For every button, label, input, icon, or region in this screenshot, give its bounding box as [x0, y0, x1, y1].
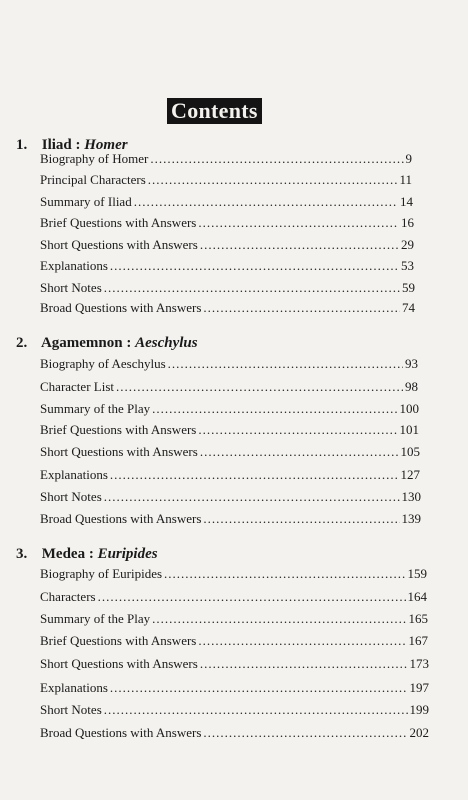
- page-number: 98: [405, 379, 418, 394]
- toc-entry: [40, 656, 429, 672]
- entry-label: Short Notes: [40, 702, 102, 717]
- dot-leader: [203, 511, 399, 527]
- dot-leader: [200, 444, 399, 460]
- toc-entry: [40, 611, 428, 627]
- section-author: Euripides: [97, 546, 158, 562]
- entry-label: Short Questions with Answers: [40, 237, 198, 252]
- toc-entry: [40, 401, 419, 417]
- page-number: 11: [399, 172, 412, 187]
- section-number: 3.: [16, 546, 28, 562]
- toc-entry: [40, 725, 429, 741]
- page-number: 74: [402, 300, 415, 315]
- page-number: 199: [409, 702, 429, 717]
- entry-label: Biography of Euripides: [40, 566, 163, 581]
- page-number: 165: [408, 611, 428, 626]
- entry-label: Explanations: [40, 467, 108, 482]
- entry-label: Short Questions with Answers: [40, 656, 198, 671]
- entry-label: Brief Questions with Answers: [40, 422, 197, 437]
- entry-label: Short Notes: [40, 280, 102, 295]
- dot-leader: [203, 300, 400, 316]
- dot-leader: [152, 401, 397, 417]
- dot-leader: [203, 725, 407, 741]
- page-number: 29: [401, 237, 414, 252]
- page-number: 130: [401, 489, 421, 504]
- page-number: 93: [405, 356, 418, 371]
- page-number: 101: [399, 422, 419, 437]
- entry-label: Brief Questions with Answers: [40, 633, 197, 648]
- dot-leader: [150, 151, 403, 167]
- page-number: 202: [409, 725, 429, 740]
- entry-label: Summary of the Play: [40, 401, 151, 416]
- page-number: 14: [400, 194, 413, 209]
- dot-leader: [152, 611, 406, 627]
- entry-label: Broad Questions with Answers: [40, 300, 202, 315]
- section-work: Agamemnon :: [40, 335, 132, 351]
- dot-leader: [110, 680, 408, 696]
- entry-label: Short Notes: [40, 489, 102, 504]
- dot-leader: [148, 172, 398, 188]
- entry-label: Characters: [40, 589, 96, 604]
- toc-entry: [40, 489, 421, 505]
- toc-entry: [40, 151, 412, 167]
- entry-label: Principal Characters: [40, 172, 146, 187]
- page-number: 197: [409, 680, 429, 695]
- page-number: 127: [400, 467, 420, 482]
- toc-entry: [40, 511, 421, 527]
- dot-leader: [116, 379, 403, 395]
- dot-leader: [198, 422, 397, 438]
- toc-entry: [40, 702, 429, 718]
- toc-entry: [40, 680, 429, 696]
- section-work: Iliad :: [41, 137, 81, 153]
- entry-label: Biography of Homer: [40, 151, 149, 166]
- section-heading-agamemnon: [16, 334, 198, 352]
- entry-label: Summary of the Play: [40, 611, 151, 626]
- entry-label: Summary of Iliad: [40, 194, 132, 209]
- dot-leader: [110, 467, 399, 483]
- dot-leader: [104, 489, 400, 505]
- toc-entry: [40, 589, 427, 605]
- entry-label: Broad Questions with Answers: [40, 511, 202, 526]
- dot-leader: [168, 356, 403, 372]
- dot-leader: [198, 633, 406, 649]
- toc-entry: [40, 237, 414, 253]
- dot-leader: [164, 566, 405, 582]
- toc-entry: [40, 356, 418, 372]
- page-number: 159: [407, 566, 427, 581]
- section-number: 1.: [16, 137, 28, 153]
- section-author: Homer: [84, 137, 128, 153]
- toc-entry: [40, 379, 418, 395]
- toc-entry: [40, 467, 420, 483]
- page-number: 139: [401, 511, 421, 526]
- page-number: 105: [400, 444, 420, 459]
- page-number: 173: [409, 656, 429, 671]
- toc-entry: [40, 194, 413, 210]
- page-number: 100: [399, 401, 419, 416]
- dot-leader: [104, 702, 408, 718]
- page-number: 53: [401, 258, 414, 273]
- page-number: 59: [402, 280, 415, 295]
- dot-leader: [110, 258, 399, 274]
- section-work: Medea :: [41, 546, 94, 562]
- toc-entry: [40, 422, 419, 438]
- toc-entry: [40, 300, 415, 316]
- toc-entry: [40, 633, 428, 649]
- entry-label: Short Questions with Answers: [40, 444, 198, 459]
- entry-label: Character List: [40, 379, 114, 394]
- page-number: 16: [401, 215, 414, 230]
- dot-leader: [200, 656, 408, 672]
- entry-label: Broad Questions with Answers: [40, 725, 202, 740]
- toc-entry: [40, 258, 414, 274]
- toc-entry: [40, 566, 427, 582]
- page-number: 167: [408, 633, 428, 648]
- entry-label: Explanations: [40, 258, 108, 273]
- section-author: Aeschylus: [135, 335, 198, 351]
- dot-leader: [104, 280, 400, 296]
- dot-leader: [198, 215, 399, 231]
- entry-label: Biography of Aeschylus: [40, 356, 166, 371]
- page-number: 164: [407, 589, 427, 604]
- toc-entry: [40, 215, 414, 231]
- page-number: 9: [405, 151, 412, 166]
- dot-leader: [98, 589, 406, 605]
- toc-entry: [40, 172, 412, 188]
- entry-label: Explanations: [40, 680, 108, 695]
- dot-leader: [200, 237, 399, 253]
- toc-entry: [40, 444, 420, 460]
- toc-entry: [40, 280, 415, 296]
- section-heading-medea: [16, 545, 158, 563]
- section-number: 2.: [16, 335, 28, 351]
- entry-label: Brief Questions with Answers: [40, 215, 197, 230]
- dot-leader: [134, 194, 398, 210]
- page-title: Contents: [167, 98, 262, 124]
